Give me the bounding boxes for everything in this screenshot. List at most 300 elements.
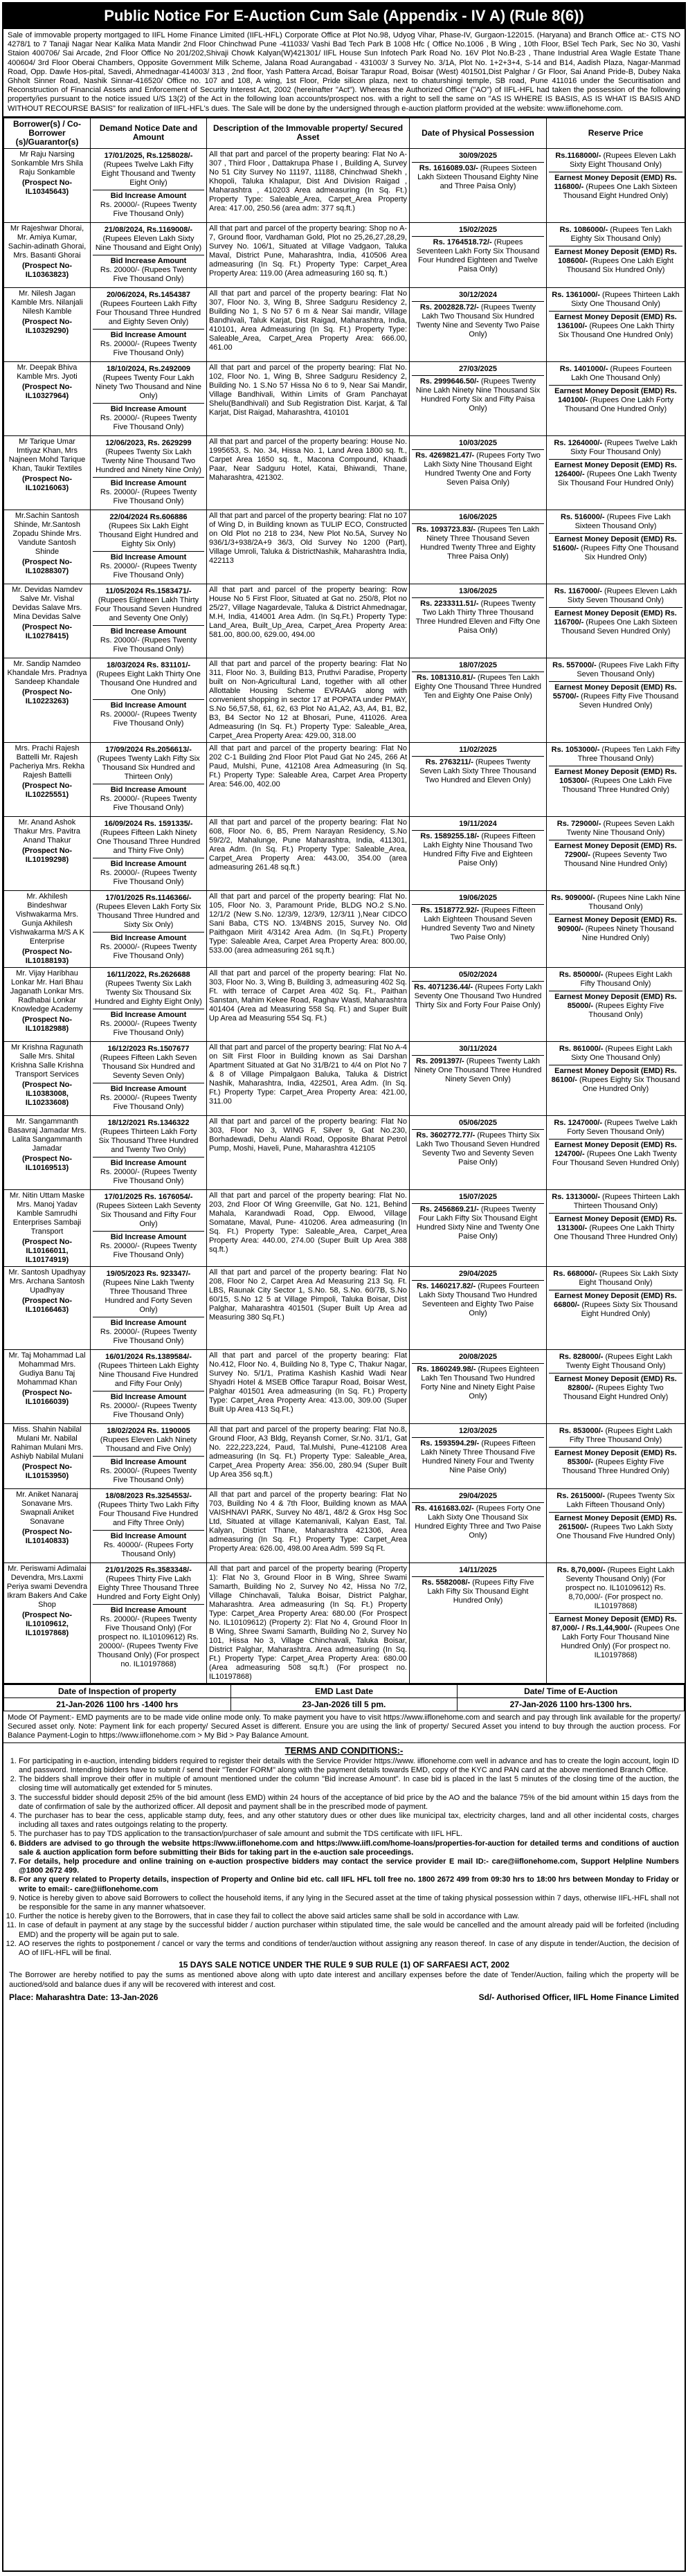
outstanding-words: (Rupees Ten Lakh Eighty One Thousand Three Hundred Ten and Eighty One Paise Only) xyxy=(414,673,542,700)
borrower-names: Miss. Shahin Nabilal Mulani Mr. Nabilal Rahiman Mulani Mrs. Ashiyb Nabilal Mulani xyxy=(10,1425,84,1461)
demand-cell xyxy=(91,1562,207,1683)
demand-notice-words: (Rupees Eight Lakh Thirty One Thousand One Hundred and One Only) xyxy=(96,669,201,696)
reserve-cell xyxy=(547,1349,685,1423)
table-row xyxy=(4,584,685,658)
emd-value: Rs. 131300/- xyxy=(556,1214,677,1232)
outstanding-amount xyxy=(412,672,544,702)
outstanding-value: Rs. 1093723.83/- xyxy=(416,525,476,534)
borrower-cell xyxy=(4,361,91,435)
table-row xyxy=(4,148,685,222)
possession-date: 05/06/2025 xyxy=(412,1117,544,1130)
prospect-number: (Prospect No-IL10383008, IL10233608) xyxy=(21,1080,73,1107)
demand-notice-words: (Rupees Sixteen Lakh Seventy Six Thousand and Fifty Four Only) xyxy=(96,1201,201,1228)
reserve-value: Rs. 850000/- xyxy=(559,970,604,979)
reserve-cell xyxy=(547,1189,685,1266)
outstanding-amount xyxy=(412,1364,544,1403)
demand-notice xyxy=(93,438,204,478)
reserve-words: (Rupees Six Lakh Sixty Eight Thousand Only) xyxy=(579,1269,678,1287)
emd-words: (Rupees One Lakh Thirty One Thousand Three Hundred Only) xyxy=(554,1223,678,1241)
bid-increase-label: Bid Increase Amount xyxy=(110,256,187,265)
prospect-number: (Prospect No-IL10140833) xyxy=(21,1527,73,1545)
possession-date: 12/03/2025 xyxy=(412,1425,544,1438)
reserve-cell xyxy=(547,1488,685,1562)
bid-increase-label: Bid Increase Amount xyxy=(110,933,187,942)
demand-cell xyxy=(91,1423,207,1488)
demand-notice-date: 18/10/2024, Rs.2492009 xyxy=(106,364,191,373)
property-description: All that part and parcel of the property bearing: Flat No. 102, Floor No. 1, Wing B, Shree Sadguru Residency 2, Building No. 1 S.No 57 Hissa No 6 to 9, Near Sai Mandir, Village Bandhivali, Within Limits of Gram Panchayat Shelu(Bandhivali) and Sub Registration Dist. Karjat, & Tal Karjat, Dist Raigad, Maharashtra, 410101 xyxy=(207,361,410,435)
prospect-number: (Prospect No-IL10345643) xyxy=(21,178,73,196)
reserve-words: (Rupees Eight Lakh Seventy Thousand Only) (For prospect no. IL10109612) Rs. 8,70,000/- (For prospect no. IL10197868) xyxy=(565,1565,675,1610)
demand-notice-words: (Rupees Fifteen Lakh Ninety One Thousand Three Hundred and Thirty Five Only) xyxy=(96,828,201,855)
bid-increase-label: Bid Increase Amount xyxy=(110,701,187,710)
emd-amount xyxy=(549,534,682,564)
bid-increase-label: Bid Increase Amount xyxy=(110,1457,187,1466)
outstanding-value: Rs. 2999646.50/- xyxy=(419,377,479,386)
possession-date: 15/07/2025 xyxy=(412,1191,544,1204)
outstanding-words: (Rupees Twenty Nine Lakh Ninety Nine Thousand Six Hundred Forty Six and Fifty Paisa Only) xyxy=(415,377,541,413)
emd-words: (Rupees One Lakh Twenty Four Thousand Seven Hundred Only) xyxy=(552,1149,680,1167)
emd-amount xyxy=(549,1373,682,1403)
outstanding-words: (Rupees Seventeen Lakh Forty Six Thousand Four Hundred Eighteen and Twelve Paisa Only) xyxy=(416,237,540,273)
emd-words: (Rupees Fifty Five Thousand Seven Hundred Only) xyxy=(579,692,679,710)
demand-cell xyxy=(91,816,207,890)
emd-value: Rs. 105300/- xyxy=(559,767,677,785)
borrower-names: Mr. Devidas Namdev Salve Mr. Vishal Devidas Salave Mrs. Mina Devidas Salve xyxy=(11,585,83,621)
demand-notice-date: 18/03/2024 Rs. 831101/- xyxy=(106,660,191,669)
emd-words: (Rupees One Lakh Twenty Six Thousand Four Hundred Only) xyxy=(557,469,677,487)
emd-label: Earnest Money Deposit (EMD) xyxy=(554,1374,663,1383)
table-row xyxy=(4,1488,685,1562)
bid-increase-label: Bid Increase Amount xyxy=(110,1084,187,1093)
emd-amount xyxy=(549,608,682,638)
borrower-cell xyxy=(4,1115,91,1189)
prospect-number: (Prospect No-IL10166011, IL10174919) xyxy=(21,1237,73,1264)
reserve-value: Rs. 909000/- xyxy=(551,893,595,902)
emd-words: (Rupees One Lakh Thirty Six Thousand One Hundred Only) xyxy=(558,321,675,339)
outstanding-value: Rs. 2002828.72/- xyxy=(419,303,479,312)
emd-label: Earnest Money Deposit (EMD) xyxy=(554,173,663,182)
borrower-cell xyxy=(4,1266,91,1349)
possession-date: 29/04/2025 xyxy=(412,1490,544,1503)
possession-cell xyxy=(410,1115,547,1189)
reserve-cell xyxy=(547,510,685,584)
emd-label: Earnest Money Deposit (EMD) xyxy=(554,386,663,395)
term-item: 8. For any query related to Property details, inspection of Property and Online bid etc. call IIFL HFL toll free no. 1800 2672 499 from 09:30 hrs to 18:00 hrs between Monday to Friday or write to email:- care@iiflonehome.com xyxy=(19,1875,679,1893)
header-borrower: Borrower(s) / Co-Borrower (s)/Guarantor(s) xyxy=(4,118,91,148)
demand-notice xyxy=(93,1268,204,1317)
auction-time-label: Date/ Time of E-Auction xyxy=(458,1684,685,1698)
demand-cell xyxy=(91,1041,207,1115)
bid-increase-value: Rs. 20000/- (Rupees Twenty Five Thousand Only) xyxy=(100,710,197,728)
emd-value: Rs. 66800/- xyxy=(554,1291,677,1309)
demand-notice-words: (Rupees Thirty Five Lakh Eighty Three Thousand Three Hundred and Forty Eight Only) xyxy=(96,1574,201,1601)
demand-cell xyxy=(91,510,207,584)
outstanding-amount xyxy=(412,1438,544,1477)
outstanding-words: (Rupees Sixteen Lakh Sixteen Thousand Eighty Nine and Three Paisa Only) xyxy=(417,163,538,190)
borrower-cell xyxy=(4,222,91,287)
prospect-number: (Prospect No-IL10166039) xyxy=(21,1388,73,1406)
borrower-names: Mr. Nilesh Jagan Kamble Mrs. Nilanjali Nilesh Kamble xyxy=(11,289,83,316)
reserve-price xyxy=(549,1425,682,1448)
demand-notice-date: 19/05/2023 Rs. 923347/- xyxy=(106,1269,191,1278)
reserve-value: Rs. 557000/- xyxy=(552,660,597,669)
possession-date: 20/08/2025 xyxy=(412,1351,544,1364)
bid-increase-label: Bid Increase Amount xyxy=(110,552,187,561)
table-row xyxy=(4,1041,685,1115)
borrower-names: Mr. Sangammanth Basavraj Jamadar Mrs. Lalita Sangammanth Jamadar xyxy=(8,1117,87,1153)
demand-notice xyxy=(93,744,204,784)
property-description: All that part and parcel of the property bearing: Shop no A-7, Ground floor, Vardhaman Gold, Plot no 25,26,27,28,29, Survey No. 106/1, Situated at Village Vadgaon, Taluka Maval, District Pune, Maharashtra, India, 410506 Area admeasuring (In Sq. Ft.) Property Type: Carpet_Area Property Area: 119.00 (Area admeasuring 160 sq. ft.) xyxy=(207,222,410,287)
reserve-value: Rs.1168000/- xyxy=(555,151,601,160)
emd-label: Earnest Money Deposit (EMD) xyxy=(554,609,663,618)
prospect-number: (Prospect No-IL10182988) xyxy=(21,1015,73,1033)
emd-words: (Rupees Eighty Five Thousand Three Hundred Only) xyxy=(561,1457,670,1475)
emd-label: Earnest Money Deposit (EMD) xyxy=(554,1448,663,1457)
emd-amount xyxy=(549,460,682,489)
demand-notice xyxy=(93,1191,204,1232)
demand-notice-words: (Rupees Eleven Lakh Forty Six Thousand Three Hundred and Sixty Six Only) xyxy=(96,902,201,929)
outstanding-value: Rs. 1460217.82/- xyxy=(417,1281,476,1290)
table-row xyxy=(4,1423,685,1488)
outstanding-value: Rs. 3602772.77/- xyxy=(416,1131,476,1140)
emd-amount xyxy=(549,840,682,870)
possession-date: 30/12/2024 xyxy=(412,289,544,302)
reserve-words: (Rupees Five Lakh Sixteen Thousand Only) xyxy=(574,512,671,530)
demand-cell xyxy=(91,1349,207,1423)
reserve-value: Rs. 861000/- xyxy=(559,1044,604,1053)
property-description: All that part and parcel of the property bearing: Flat No. 203, 2nd Floor Of Wing Greenville, Gat No. 121, Behind Mahala, Karandwadi Road, Opp. Elwood, Village Somatane, Maval, Pune- 410206. Area admeasuring (In Sq. Ft.) Property Type: Saleable_Area, Carpet_Area Property Area: 440.00, 274.00 (Super Built Up Area 388 sq.ft.) xyxy=(207,1189,410,1266)
borrower-cell xyxy=(4,1488,91,1562)
emd-value: Rs. 90900/- xyxy=(557,915,677,933)
possession-cell xyxy=(410,1349,547,1423)
outstanding-value: Rs. 2091397/- xyxy=(416,1056,464,1065)
emd-amount xyxy=(549,1448,682,1477)
reserve-value: Rs. 8,70,000/- xyxy=(556,1565,606,1574)
reserve-price xyxy=(549,1490,682,1513)
borrower-cell xyxy=(4,1189,91,1266)
prospect-number: (Prospect No-IL10288307) xyxy=(21,557,73,575)
bid-increase-value: Rs. 20000/- (Rupees Twenty Five Thousand Only) xyxy=(100,413,197,431)
reserve-cell xyxy=(547,287,685,361)
borrower-names: Mr Raju Narsing Sonkamble Mrs Shila Raju Sonkamble xyxy=(11,150,83,177)
demand-notice-words: (Rupees Fifteen Lakh Seven Thousand Six Hundred and Seventy Seven Only) xyxy=(100,1053,197,1080)
emd-words: (Rupees One Lakh Forty Four Thousand Nine Hundred Only) (For prospect no. IL10197868) xyxy=(561,1623,680,1659)
bid-increase-label: Bid Increase Amount xyxy=(110,859,187,868)
bid-increase-label: Bid Increase Amount xyxy=(110,1531,187,1540)
possession-cell xyxy=(410,1562,547,1683)
outstanding-amount xyxy=(412,598,544,637)
outstanding-words: (Rupees Fifteen Lakh Eighty Nine Thousand Two Hundred Fifty Five and Eighteen Paise Only) xyxy=(423,831,536,867)
demand-notice-words: (Rupees Nine Lakh Twenty Three Thousand Three Hundred and Forty Seven Only) xyxy=(102,1278,194,1314)
borrower-cell xyxy=(4,890,91,967)
emd-amount xyxy=(549,386,682,415)
bid-increase-value: Rs. 20000/- (Rupees Twenty Five Thousand Only) xyxy=(100,1167,197,1185)
emd-last-date-value: 23-Jan-2026 till 5 pm. xyxy=(230,1697,458,1711)
outstanding-words: (Rupees Twenty Lakh Two Thousand Six Hundred Twenty Nine and Seventy Two Paise Only) xyxy=(416,303,540,339)
reserve-price xyxy=(549,438,682,460)
bid-increase-value: Rs. 20000/- (Rupees Twenty Five Thousand Only) (For prospect no. IL10109612) Rs. 20000/- (Rupees Twenty Five Thousand Only) (For prospect no. IL10197868) xyxy=(98,1614,199,1668)
notice-title: Public Notice For E-Auction Cum Sale (Appendix - IV A) (Rule 8(6)) xyxy=(3,3,685,29)
bid-increase-value: Rs. 20000/- (Rupees Twenty Five Thousand Only) xyxy=(100,1241,197,1259)
possession-date: 18/07/2025 xyxy=(412,660,544,672)
reserve-cell xyxy=(547,742,685,816)
demand-notice xyxy=(93,892,204,933)
inspection-value: 21-Jan-2026 1100 hrs -1400 hrs xyxy=(4,1697,231,1711)
bid-increase-value: Rs. 20000/- (Rupees Twenty Five Thousand Only) xyxy=(100,868,197,886)
possession-date: 14/11/2025 xyxy=(412,1565,544,1577)
demand-notice-date: 17/01/2025 Rs.1146366/- xyxy=(105,893,192,902)
borrower-cell xyxy=(4,1562,91,1683)
footer-signature: Sd/- Authorised Officer, IIFL Home Finance Limited xyxy=(478,1992,679,2002)
demand-notice-words: (Rupees Thirty Two Lakh Fifty Four Thousand Five Hundred and Fifty Three Only) xyxy=(98,1500,199,1527)
reserve-cell xyxy=(547,890,685,967)
borrower-cell xyxy=(4,658,91,742)
outstanding-value: Rs. 1616089.03/- xyxy=(419,163,478,172)
prospect-number: (Prospect No-IL10278415) xyxy=(21,622,73,640)
term-item: 2. The bidders shall improve their offer in multiple of amount mentioned under the column "Bid increase Amount". In case bid is placed in the last 5 minutes of the closing time of the auction, the closing time will automatically get extended for 5 minutes. xyxy=(19,1775,679,1793)
outstanding-value: Rs. 1764518.72/- xyxy=(433,237,492,246)
emd-amount xyxy=(549,682,682,712)
reserve-value: Rs. 1313000/- xyxy=(552,1192,600,1201)
possession-cell xyxy=(410,967,547,1041)
possession-cell xyxy=(410,658,547,742)
borrower-cell xyxy=(4,287,91,361)
bid-increase-value: Rs. 20000/- (Rupees Twenty Five Thousand Only) xyxy=(100,636,197,654)
reserve-value: Rs. 1247000/- xyxy=(554,1118,603,1127)
emd-words: (Rupees One Lakh Five Thousand Three Hundred Only) xyxy=(561,776,672,794)
demand-cell xyxy=(91,890,207,967)
reserve-price xyxy=(549,1117,682,1140)
reserve-value: Rs. 828000/- xyxy=(559,1352,604,1361)
emd-last-date-label: EMD Last Date xyxy=(230,1684,458,1698)
bid-increase-value: Rs. 20000/- (Rupees Twenty Five Thousand Only) xyxy=(100,200,197,218)
reserve-cell xyxy=(547,435,685,510)
emd-words: (Rupees One Lakh Forty Thousand One Hundred Only) xyxy=(564,395,673,413)
property-description: All that part and parcel of the property bearing: Flat No 208, Floor No 2, Carpet Area Ad Measuring 213 Sq. Ft. LBS, Raunak City Sector 1, S.No. 58, S.No. 60/7B, S.No 60/15, S.No 12 5 at Village Pimpoli, Taluka Boisar, Dist Palghar, Maharashtra 401501 (Super Built Up Area ad Measuring 380 Sq.Ft.) xyxy=(207,1266,410,1349)
bid-increase-value: Rs. 20000/- (Rupees Twenty Five Thousand Only) xyxy=(100,1019,197,1037)
outstanding-amount xyxy=(412,302,544,341)
demand-notice-words: (Rupees Twenty Lakh Fifty Six Thousand Six Hundred and Thirteen Only) xyxy=(97,754,200,781)
possession-date: 30/11/2024 xyxy=(412,1043,544,1056)
reserve-words: (Rupees Eleven Lakh Sixty Seven Thousand Only) xyxy=(567,586,678,604)
outstanding-words: (Rupees Forty One Lakh Sixty One Thousand Six Hundred Eighty Three and Two Paise Only) xyxy=(415,1504,541,1540)
outstanding-value: Rs. 1593594.29/- xyxy=(420,1439,480,1448)
property-description: All that part and parcel of the property bearing: Flat No. 105, Floor No. 3, Paramount Pride, BLDG NO.2 S.No. 12/1/2 (New S.No. 12/3/9, 12/3/9, 12/3/11 ),Near CIDCO Sani Baba, CTS NO. 13/4BNS 2015, Survey No. Old Paithgaon Mirit 4/3142 Area Adm. (In Sq.Ft.) Property Type: Saleable Area, Carpet Area Property Area: 800.00, 533.00 (area admeasuring 261 sq.ft.) xyxy=(207,890,410,967)
footer-place-date: Place: Maharashtra Date: 13-Jan-2026 xyxy=(9,1992,159,2002)
table-row xyxy=(4,967,685,1041)
reserve-value: Rs. 1401000/- xyxy=(559,364,608,373)
demand-cell xyxy=(91,658,207,742)
prospect-number: (Prospect No-IL10223263) xyxy=(21,687,73,705)
demand-notice-words: (Rupees Eleven Lakh Ninety Thousand and Five Only) xyxy=(100,1435,197,1453)
reserve-words: (Rupees Eight Lakh Sixty One Thousand Only) xyxy=(571,1044,673,1062)
reserve-cell xyxy=(547,1266,685,1349)
demand-notice-date: 21/08/2024, Rs.1169008/- xyxy=(104,225,193,234)
borrower-names: Mr Krishna Ragunath Salle Mrs. Shital Krishna Salle Krishna Transport Services xyxy=(10,1043,84,1079)
property-description: All that part and parcel of the property bearing: Flat No 608, Floor No. 6, B5, Prem Narayan Residency, S.No 59/2/2, Mahalunge, Pune Maharashtra, India, 411301, Area Adm. (In Sq. Ft.) Property Type: Saleable_Area, Carpet_Area Property Area: 443.00, 354.00 (area admeasuring 261.48 sq.ft.) xyxy=(207,816,410,890)
bid-increase-value: Rs. 20000/- (Rupees Twenty Five Thousand Only) xyxy=(100,339,197,357)
emd-value: Rs. 72900/- xyxy=(564,841,677,859)
demand-notice-date: 22/04/2024 Rs.606886 xyxy=(109,512,188,521)
table-row xyxy=(4,1562,685,1683)
possession-date: 30/09/2025 xyxy=(412,150,544,163)
reserve-value: Rs. 668000/- xyxy=(553,1269,597,1278)
header-possession: Date of Physical Possession xyxy=(410,118,547,148)
outstanding-value: Rs. 5582008/- xyxy=(422,1578,471,1587)
borrower-names: Mr. Deepak Bhiva Kamble Mrs. Jyoti xyxy=(17,363,78,381)
demand-cell xyxy=(91,584,207,658)
demand-notice-words: (Rupees Six Lakh Eight Thousand Eight Hundred and Eighty Six Only) xyxy=(98,521,199,548)
property-description: All that part and parcel of the property bearing: Flat No 303, Floor No 3, WING F, Silver 9, Gat No.230, Borhadewadi, Dehu Alandi Road, Opposite Bharat Petrol Pump, Moshi, Haveli, Pune, Maharashtra 412105 xyxy=(207,1115,410,1189)
possession-date: 10/03/2025 xyxy=(412,438,544,450)
property-description: All that part and parcel of the property bearing: Flat No.8, Ground Floor, A3 Bldg, Reyansh Corner, Sr.No. 31/1, Gat No. 222,223,224, Paud, Tal.Mulshi, Pune-412108 Area admeasuring (In Sq. Ft.) Property Type: Saleable_Area, Carpet_Area Property Area: 356.00, 280.94 (Super Built Up Area 356 sq.ft.) xyxy=(207,1423,410,1488)
reserve-cell xyxy=(547,1041,685,1115)
outstanding-words: (Rupees Forty Two Lakh Sixty Nine Thousand Eight Hundred Twenty One and Forty Seven Paisa Only) xyxy=(424,451,541,487)
reserve-price xyxy=(549,818,682,840)
reserve-words: (Rupees Eleven Lakh Sixty Eight Thousand Only) xyxy=(569,151,676,169)
emd-amount xyxy=(549,766,682,796)
emd-label: Earnest Money Deposit (EMD) xyxy=(554,1066,663,1075)
borrower-cell xyxy=(4,967,91,1041)
bid-increase-label: Bid Increase Amount xyxy=(110,191,187,200)
demand-notice xyxy=(93,586,204,626)
outstanding-amount xyxy=(412,1204,544,1243)
rule-notice: 15 DAYS SALE NOTICE UNDER THE RULE 9 SUB RULE (1) OF SARFAESI ACT, 2002 xyxy=(179,1960,509,1970)
demand-notice-date: 16/11/2022, Rs.2626688 xyxy=(107,970,190,979)
outstanding-amount xyxy=(412,1130,544,1169)
emd-label: Earnest Money Deposit (EMD) xyxy=(554,992,663,1001)
demand-cell xyxy=(91,1488,207,1562)
demand-notice-date: 17/09/2024 Rs.2056613/- xyxy=(105,745,192,754)
term-item: 6. Bidders are advised to go through the website https://www.iiflonehome.com and https://www.iifl.com/home-loans/properties-for-auction for detailed terms and conditions of auction sale & auction application form before submitting their Bids for taking part in the e-auction sale proceedings. xyxy=(19,1839,679,1857)
borrower-cell xyxy=(4,1423,91,1488)
table-row xyxy=(4,222,685,287)
outstanding-value: Rs. 1518772.92/- xyxy=(420,906,480,915)
table-row xyxy=(4,890,685,967)
outstanding-words: (Rupees Twenty Lakh Ninety One Thousand Three Hundred Ninety Seven Only) xyxy=(414,1056,542,1083)
bid-increase-value: Rs. 20000/- (Rupees Twenty Five Thousand Only) xyxy=(100,1327,197,1345)
borrower-names: Mr. Santosh Upadhyay Mrs. Archana Santosh Upadhyay xyxy=(8,1268,86,1295)
emd-label: Earnest Money Deposit (EMD) xyxy=(554,1513,663,1522)
demand-notice-date: 16/12/2023 Rs.1507677 xyxy=(107,1044,190,1053)
demand-notice xyxy=(93,363,204,404)
table-row xyxy=(4,658,685,742)
outstanding-amount xyxy=(412,237,544,276)
demand-notice-date: 17/01/2025 Rs. 1676054/- xyxy=(104,1192,193,1201)
prospect-number: (Prospect No-IL10169513) xyxy=(21,1154,73,1172)
demand-cell xyxy=(91,1266,207,1349)
prospect-number: (Prospect No-IL10153950) xyxy=(21,1462,73,1480)
demand-notice xyxy=(93,818,204,858)
emd-label: Earnest Money Deposit (EMD) xyxy=(554,1291,663,1300)
reserve-price xyxy=(549,363,682,386)
bid-increase-label: Bid Increase Amount xyxy=(110,1318,187,1327)
emd-amount xyxy=(549,1513,682,1542)
notice-intro: Sale of immovable property mortgaged to IIFL Home Finance Limited (IIFL-HFL) Corporate Office at Plot No.98, Udyog Vihar, Phase-IV, Gurgaon-122015. (Haryana) and Branch Office at:- CTS NO 4278/1 to 7 Tanaji Nagar Near Kalika Mata Mandir 2nd Floor Chinchwad Pune -411033/ Vashi Bad Tech Park B 1008 Hfc ( Office No.1006 , B Wing , 10th Floor, BSel Tech Park, Sec No 30, Vashi Staion 400706/ Sai Arcade, 2nd Floor Office No 201/202,Shivaji Chowk Kalyan(W)421301/ IIFL House Sun Infotech Park Road No. 16V Plot No.B-23 , Thane Industrial Area Wagle Estate Thane 400604/ 3rd Floor Oberai Chambers, Opposite Government Milk Scheme, Jalana Road Aurangabad - 431003/ 3 Survey No. 3/1A, Plot No. 1+2+3+4, S-14 and B14, Aadish Plaza, Nagar-Manmad Road, Opp. Dawle Hos-pital, Savedi, Ahmednagar-414003/ 313 , 2nd floor, Yash Pattera Arcad, Boisar Tarapur Road, Boisar (West) 401501,Dist Palghar / Gr Floor, Sai Anand Pride-B, Dubey Naka Ghholt Sinner Road, Nashik Sinnar-416520/ Office no. 107 and 108, A wing, 1st Floor, Pride silicon plaza, next to chaturshingi temple, SB road, Pune 411016 under the Securitisation and Reconstruction of Financial Assets and Enforcement of Security Interest Act, 2002 (hereinafter "Act"). Whereas the Authorized Officer ("AO") of IIFL-HFL had taken the possession of the following property/ies pursuant to the notice issued U/S 13(2) of the Act in the following loan accounts/prospect nos. with a right to sell the same on "AS IS WHERE IS BASIS, AS IS WHAT IS BASIS AND WITHOUT RECOURSE BASIS" for realization of IIFL-HFL's dues. The Sale will be done by the undersigned through e-auction platform provided at the website: www.iiflonehome.com. xyxy=(3,29,685,118)
final-text: The Borrower are hereby notified to pay the sums as mentioned above along with upto date interest and ancillary expenses before the date of Tender/Auction, failing which the property will be auctioned/sold and balance dues if any will be recovered with interest and cost. xyxy=(9,1971,679,1989)
borrower-names: Mr. Anand Ashok Thakur Mrs. Pavitra Anand Thakur xyxy=(14,818,80,845)
outstanding-amount xyxy=(412,163,544,192)
demand-notice xyxy=(93,1117,204,1158)
table-row xyxy=(4,1115,685,1189)
table-header-row xyxy=(4,118,685,148)
possession-date: 16/06/2025 xyxy=(412,512,544,524)
emd-words: (Rupees One Lakh Eight Thousand Six Hundred Only) xyxy=(566,256,673,274)
demand-cell xyxy=(91,742,207,816)
demand-notice-date: 16/09/2024 Rs. 1591335/- xyxy=(104,819,193,828)
outstanding-amount xyxy=(412,905,544,944)
property-description: All that part and parcel of the property bearing: Flat no 107 of Wing D, in Building known as TULIP ECO, Constructed on Old Plot no 218 to 234, New Plot No.5A, Survey No 936/1/3+938/2A+9 36/3, Old Survey No 1200 (Part), Village Umroli, Taluka & DistrictNashik, Maharashtra India, 422113 xyxy=(207,510,410,584)
reserve-price xyxy=(549,969,682,991)
possession-cell xyxy=(410,742,547,816)
bid-increase-label: Bid Increase Amount xyxy=(110,1158,187,1167)
possession-cell xyxy=(410,361,547,435)
borrower-names: Mr. Vijay Haribhau Lonkar Mr. Hari Bhau Jaganath Lonkar Mrs. Radhabai Lonkar Knowledge Academy xyxy=(10,969,84,1014)
reserve-value: Rs. 1361000/- xyxy=(552,290,600,299)
outstanding-words: (Rupees Twenty Four Lakh Fifty Six Thousand Eight Hundred Sixty Nine and Twenty One Paise Only) xyxy=(416,1205,540,1241)
possession-date: 13/06/2025 xyxy=(412,586,544,598)
demand-notice xyxy=(93,289,204,330)
table-row xyxy=(4,510,685,584)
reserve-price xyxy=(549,660,682,682)
bid-increase-value: Rs. 20000/- (Rupees Twenty Five Thousand Only) xyxy=(100,942,197,960)
demand-notice-date: 18/08/2023 Rs.3254553/- xyxy=(105,1491,192,1500)
prospect-number: (Prospect No-IL10225551) xyxy=(21,781,73,799)
emd-value: Rs. 85300/- xyxy=(567,1448,677,1466)
bid-increase-value: Rs. 20000/- (Rupees Twenty Five Thousand Only) xyxy=(100,794,197,812)
outstanding-amount xyxy=(412,1056,544,1086)
property-description: All that part and parcel of the property bearing: House No. 1995653, S. No. 34, Hissa No. 1, Land Area 1800 sq. ft., Carpet Area 1650 sq. ft., Macona Compound, Khaadi Paar, Near Sadguru Hotel, Katai, Bhiwandi, Thane, Maharashtra, 421302. xyxy=(207,435,410,510)
demand-notice xyxy=(93,1565,204,1605)
emd-label: Earnest Money Deposit (EMD) xyxy=(554,1214,663,1223)
term-item: 10. Further the notice is hereby given to the Borrowers, that in case they fail to collect the above said articles same shall be sold in accordance with Law. xyxy=(19,1912,679,1921)
reserve-cell xyxy=(547,816,685,890)
possession-cell xyxy=(410,148,547,222)
reserve-cell xyxy=(547,1562,685,1683)
possession-cell xyxy=(410,1266,547,1349)
reserve-cell xyxy=(547,148,685,222)
table-row xyxy=(4,1349,685,1423)
borrower-names: Mr. Akhilesh Bindeshwar Vishwakarma Mrs. Gunja Akhilesh Vishwakarma M/S A K Enterprise xyxy=(9,892,84,946)
demand-notice-date: 11/05/2024 Rs.1583471/- xyxy=(105,586,192,595)
outstanding-words: (Rupees Eighteen Lakh Ten Thousand Two Hundred Forty Nine and Ninety Eight Paise Only) xyxy=(420,1364,539,1400)
demand-notice-words: (Rupees Twenty Four Lakh Ninety Two Thousand and Nine Only) xyxy=(95,373,202,400)
reserve-cell xyxy=(547,361,685,435)
emd-amount xyxy=(549,172,682,202)
outstanding-amount xyxy=(412,1281,544,1319)
reserve-words: (Rupees Seven Lakh Twenty Nine Thousand Only) xyxy=(566,819,675,837)
possession-date: 05/02/2024 xyxy=(412,969,544,982)
reserve-price xyxy=(549,1351,682,1373)
demand-notice-words: (Rupees Eleven Lakh Sixty Nine Thousand and Eight Only) xyxy=(95,234,202,252)
notice-page xyxy=(2,2,686,2572)
footer xyxy=(3,1990,685,2002)
reserve-words: (Rupees Twelve Lakh Sixty Four Thousand Only) xyxy=(570,438,678,456)
demand-notice-words: (Rupees Thirteen Lakh Eighty Nine Thousand Five Hundred and Fifty Four Only) xyxy=(98,1361,199,1388)
emd-words: (Rupees Sixty Six Thousand Eight Hundred Only) xyxy=(581,1300,678,1318)
bid-increase-value: Rs. 40000/- (Rupees Forty Thousand Only) xyxy=(103,1540,194,1558)
demand-cell xyxy=(91,1115,207,1189)
demand-cell xyxy=(91,361,207,435)
demand-notice-words: (Rupees Thirteen Lakh Forty Six Thousand Three Hundred and Twenty Two Only) xyxy=(98,1127,199,1154)
emd-value: Rs. 124700/- xyxy=(554,1140,677,1158)
emd-value: Rs. 51600/- xyxy=(552,534,677,552)
demand-notice-date: 17/01/2025, Rs.1258028/- xyxy=(104,151,193,160)
outstanding-words: (Rupees Fifteen Lakh Ninety Three Thousand Five Hundred Ninety Four and Twenty Nine Paise Only) xyxy=(420,1439,536,1475)
property-description: All that part and parcel of the property bearing: Flat No A-4 on Silt First Floor in Building known as Sai Darshan Apartment Situated at Gat No 31/B/21 to 4/4 on Plot No 7 & 8 of Village Pimpalgaon Baluka, Taluka & District Nashik, Maharashtra, India, 422501, Area Adm. (In Sq. Ft.) Property Type: Carpet_Area Property Area: 421.00, 311.00 xyxy=(207,1041,410,1115)
reserve-cell xyxy=(547,658,685,742)
property-description: All that part and parcel of the property bearing: Flat No. 303, Floor No. 3, Wing B, Building 3, admeasuring 402 Sq. Ft. with terrace of Carpet Area 402 Sq. Ft., Paithan Sanstan, Mahim Kekee Road, Raghav Wasti, Maharashtra 401404 (Area ad Measuring 558 Sq. Ft.) and Super Built Up Area ad Measuring 554 Sq. Ft.) xyxy=(207,967,410,1041)
